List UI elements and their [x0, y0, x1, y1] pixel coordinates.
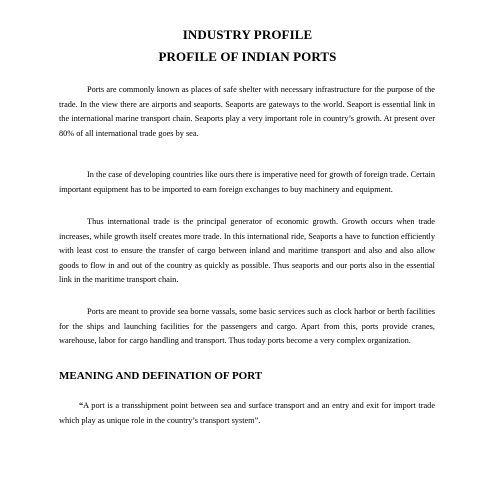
paragraph-foreign-trade: In the case of developing countries like ours there is imperative need for growth of foreign trade. Certain important equipment has to be imported to earn foreign exchanges to buy machinery and equipment. — [59, 170, 435, 194]
paragraph-ports-definition: Ports are commonly known as places of safe shelter with necessary infrastructure for the purpose of the trade. In the view there are airports and seaports. Seaports are gateways to the world. Seaport is essential link in the international marine transport chain. Seaports play a very important role in country’s growth. At present over 80% of all international trade goes by sea. — [59, 85, 435, 138]
indian-ports-title: PROFILE OF INDIAN PORTS — [158, 49, 337, 64]
paragraph-economic-growth: Thus international trade is the principal generator of economic growth. Growth occurs when trade increases, while growth itself creates more trade. In this international ride, Seaports a have to function efficiently with least cost to ensure the transfer of cargo between inland and maritime transport and also and also allow goods to flow in and out of the country as quickly as possible. Thus seaports and our ports also in the essential link in the maritime transport chain. — [59, 217, 435, 284]
section-heading-meaning: MEANING AND DEFINATION OF PORT — [59, 370, 263, 382]
open-quote-mark: “ — [79, 401, 84, 410]
quote-text: A port is a transshipment point between sea and surface transport and an entry and exit for import trade which play as unique role in the country’s transport system”. — [59, 401, 435, 425]
industry-profile-title: INDUSTRY PROFILE — [182, 27, 313, 42]
port-definition-quote — [59, 399, 435, 428]
paragraph-port-services: Ports are meant to provide sea borne vassals, some basic services such as clock harbor or berth facilities for the ships and launching facilities for the passengers and cargo. Apart from this, ports provide cranes, warehouse, labor for cargo handling and transport. Thus today ports become a very complex organization. — [59, 307, 435, 345]
